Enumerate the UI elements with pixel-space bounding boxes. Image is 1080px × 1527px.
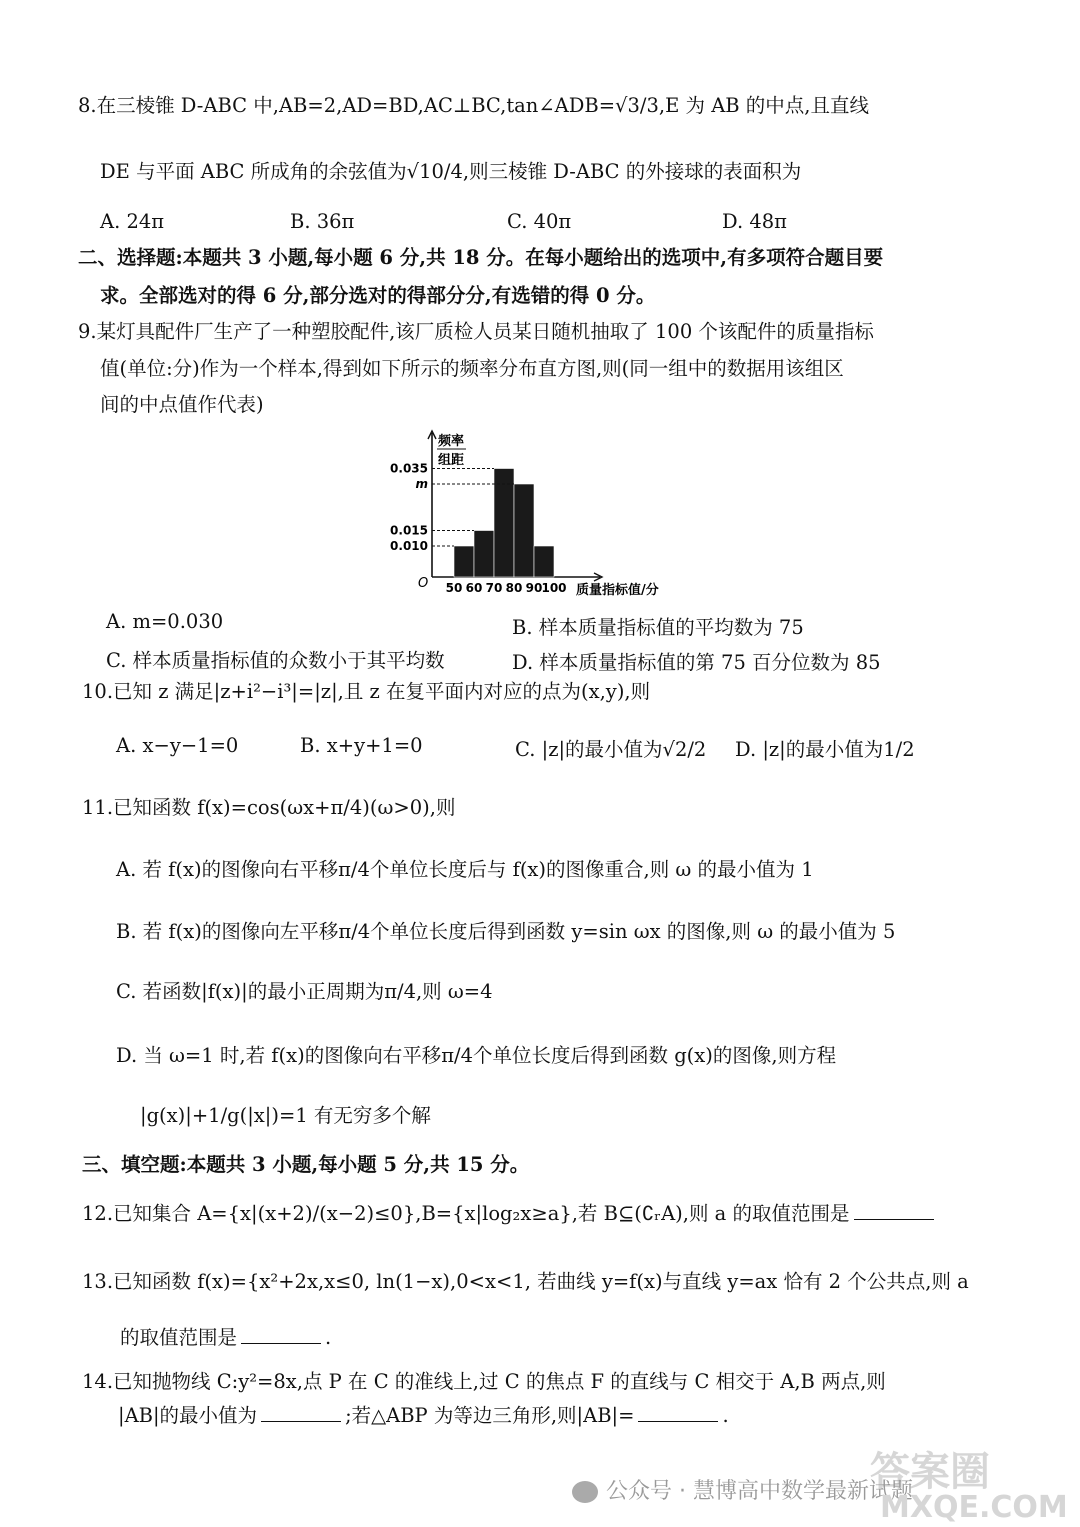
q14-text-a: |AB|的最小值为 (118, 1404, 258, 1427)
q13-line2 (120, 1326, 331, 1349)
q8-option-d: D. 48π (722, 210, 787, 233)
y-tick-label-1: 0.015 (390, 523, 428, 538)
histogram-bar-90-100 (534, 546, 554, 577)
q8-option-b: B. 36π (290, 210, 355, 233)
histogram-bar-80-90 (514, 484, 534, 577)
q9-option-a: A. m=0.030 (106, 610, 224, 633)
q9-line1: 9.某灯具配件厂生产了一种塑胶配件,该厂质检人员某日随机抽取了 100 个该配件的质量指标 (78, 320, 874, 343)
q11-option-d-line2: |g(x)|+1/g(|x|)=1 有无穷多个解 (140, 1104, 431, 1127)
y-tick-label-3: 0.035 (390, 461, 428, 476)
q10-line: 10.已知 z 满足|z+i²−i³|=|z|,且 z 在复平面内对应的点为(x,y),则 (82, 680, 651, 703)
x-tick-label-50: 50 (445, 581, 463, 595)
origin-label: O (418, 576, 429, 591)
q8-line1: 8.在三棱锥 D-ABC 中,AB=2,AD=BD,AC⊥BC,tan∠ADB=√3/3,E 为 AB 的中点,且直线 (78, 94, 870, 117)
q10-option-d: D. |z|的最小值为1/2 (735, 738, 915, 761)
watermark-text: 公众号 · 慧博高中数学最新试题 (572, 1474, 913, 1505)
q14-text-b: ;若△ABP 为等边三角形,则|AB|= (345, 1404, 635, 1427)
histogram-bar-70-80 (494, 469, 514, 578)
y-tick-label-2: m (415, 477, 428, 491)
y-axis-label-top: 频率 (438, 434, 465, 449)
y-axis-label-bottom: 组距 (438, 453, 465, 468)
x-tick-label-80: 80 (505, 581, 523, 595)
q14-text-c: . (722, 1404, 729, 1427)
q8-line2: DE 与平面 ABC 所成角的余弦值为√10/4,则三棱锥 D-ABC 的外接球的表面积为 (100, 160, 802, 183)
watermark-logo: 答案圈 (870, 1449, 990, 1495)
q14-answer-blank-1[interactable] (261, 1420, 341, 1422)
q10-option-c: C. |z|的最小值为√2/2 (515, 738, 707, 761)
watermark-site: MXQE.COM (880, 1490, 1068, 1525)
x-tick-label-70: 70 (485, 581, 503, 595)
q9-option-c: C. 样本质量指标值的众数小于其平均数 (106, 649, 445, 672)
q10-option-b: B. x+y+1=0 (300, 734, 423, 757)
section3-heading: 三、填空题:本题共 3 小题,每小题 5 分,共 15 分。 (82, 1153, 530, 1176)
x-axis-label: 质量指标值/分 (576, 583, 659, 598)
q14-line1: 14.已知抛物线 C:y²=8x,点 P 在 C 的准线上,过 C 的焦点 F 的直线与 C 相交于 A,B 两点,则 (82, 1370, 886, 1393)
section2-line1: 二、选择题:本题共 3 小题,每小题 6 分,共 18 分。在每小题给出的选项中,有多项符合题目要 (78, 246, 884, 269)
q9-option-d: D. 样本质量指标值的第 75 百分位数为 85 (512, 651, 881, 674)
q13-text: 的取值范围是 (120, 1326, 238, 1349)
x-tick-label-60: 60 (465, 581, 483, 595)
q14-line2 (118, 1404, 729, 1427)
q10-option-a: A. x−y−1=0 (116, 734, 239, 757)
q9-option-b: B. 样本质量指标值的平均数为 75 (512, 616, 804, 639)
q9-line2: 值(单位:分)作为一个样本,得到如下所示的频率分布直方图,则(同一组中的数据用该组区 (100, 357, 844, 380)
q11-option-a: A. 若 f(x)的图像向右平移π/4个单位长度后与 f(x)的图像重合,则 ω 的最小值为 1 (116, 858, 814, 881)
q8-option-c: C. 40π (507, 210, 572, 233)
frequency-histogram (380, 425, 700, 605)
q12-answer-blank[interactable] (854, 1218, 934, 1220)
q11-line: 11.已知函数 f(x)=cos(ωx+π/4)(ω>0),则 (82, 796, 456, 819)
q13-answer-blank[interactable] (241, 1342, 321, 1344)
x-tick-label-100: 100 (541, 581, 567, 595)
q8-option-a: A. 24π (100, 210, 165, 233)
histogram-bar-60-70 (474, 531, 494, 578)
q13-line1: 13.已知函数 f(x)={x²+2x,x≤0, ln(1−x),0<x<1, 若曲线 y=f(x)与直线 y=ax 恰有 2 个公共点,则 a (82, 1270, 969, 1293)
q14-answer-blank-2[interactable] (638, 1420, 718, 1422)
section2-line2: 求。全部选对的得 6 分,部分选对的得部分分,有选错的得 0 分。 (100, 284, 656, 307)
q13-period: . (325, 1326, 332, 1349)
q11-option-c: C. 若函数|f(x)|的最小正周期为π/4,则 ω=4 (116, 980, 493, 1003)
q11-option-b: B. 若 f(x)的图像向左平移π/4个单位长度后得到函数 y=sin ωx 的图像,则 ω 的最小值为 5 (116, 920, 896, 943)
q12-line (82, 1202, 938, 1225)
x-tick-label-90: 90 (525, 581, 543, 595)
q9-line3: 间的中点值作代表) (100, 393, 264, 416)
y-tick-label-0: 0.010 (390, 539, 428, 553)
wechat-icon (572, 1481, 598, 1503)
q12-text: 12.已知集合 A={x|(x+2)/(x−2)≤0},B={x|log₂x≥a},若 B⊆(∁ᵣA),则 a 的取值范围是 (82, 1202, 850, 1225)
histogram-bar-50-60 (454, 546, 474, 577)
q11-option-d-line1: D. 当 ω=1 时,若 f(x)的图像向右平移π/4个单位长度后得到函数 g(x)的图像,则方程 (116, 1044, 837, 1067)
